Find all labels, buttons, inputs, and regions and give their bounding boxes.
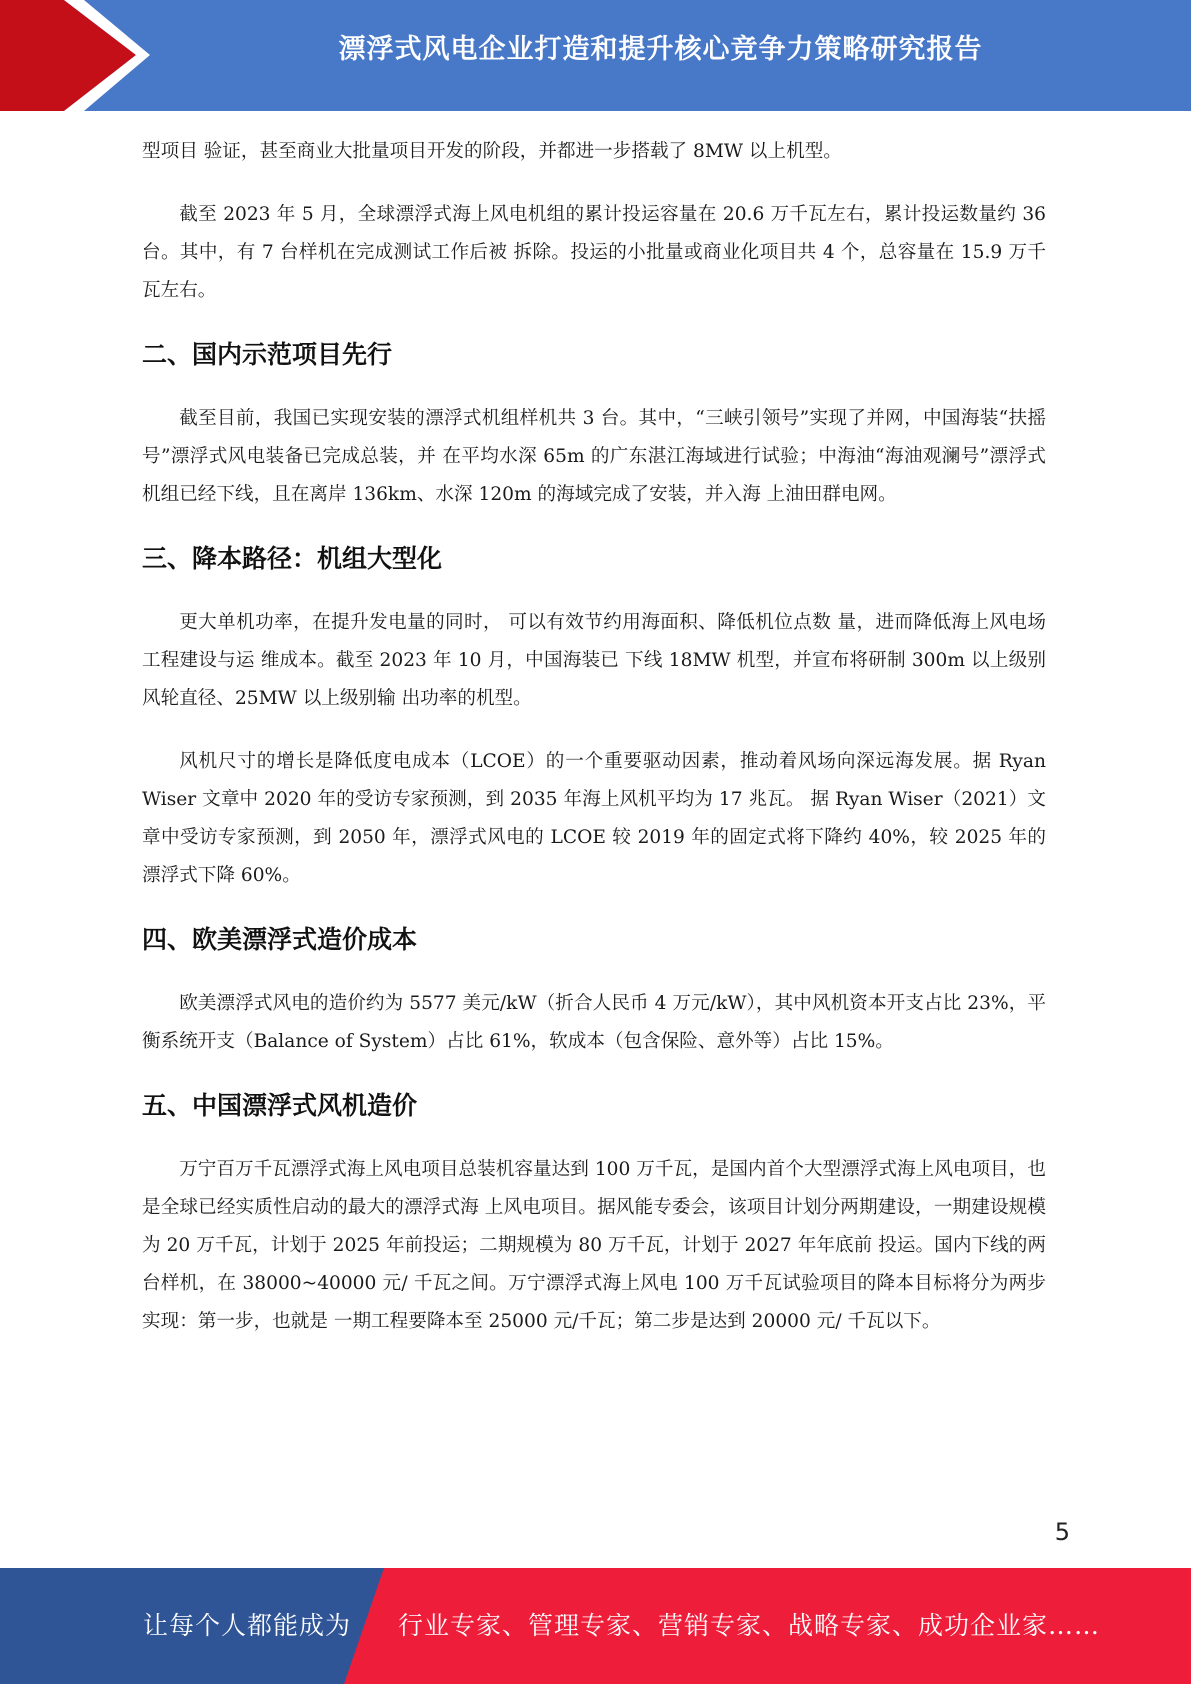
header-title: 漂浮式风电企业打造和提升核心竞争力策略研究报告 [338, 34, 983, 65]
document-body [142, 133, 1046, 1341]
paragraph-5: 风机尺寸的增长是降低度电成本（LCOE）的一个重要驱动因素，推动着风场向深远海发展。据 Ryan Wiser 文章中 2020 年的受访专家预测，到 2035 年海上风机平均为 17 兆瓦。 据 Ryan Wiser（2021）文章中受访专家预测，到 2050 年，漂浮式风电的 LCOE 较 2019 年的固定式将下降约 40%，较 2025 年的漂浮式下降 60%。 [142, 751, 1046, 886]
page-header [0, 0, 1191, 111]
paragraph-1: 型项目 验证，甚至商业大批量项目开发的阶段，并都进一步搭载了 8MW 以上机型。 [142, 141, 842, 162]
footer-slogan-right: 行业专家、管理专家、营销专家、战略专家、成功企业家…… [398, 1611, 1101, 1640]
paragraph-2: 截至 2023 年 5 月，全球漂浮式海上风电机组的累计投运容量在 20.6 万千瓦左右，累计投运数量约 36 台。其中，有 7 台样机在完成测试工作后被 拆除。投运的小批量或商业化项目共 4 个，总容量在 15.9 万千瓦左右。 [142, 204, 1046, 301]
paragraph-6: 欧美漂浮式风电的造价约为 5577 美元/kW（折合人民币 4 万元/kW），其中风机资本开支占比 23%，平衡系统开支（Balance of System）占比 61%，软成本（包含保险、意外等）占比 15%。 [142, 993, 1046, 1052]
paragraph-3: 截至目前，我国已实现安装的漂浮式机组样机共 3 台。其中，“三峡引领号”实现了并网，中国海装“扶摇号”漂浮式风电装备已完成总装，并 在平均水深 65m 的广东湛江海域进行试验；中海油“海油观澜号”漂浮式机组已经下线，且在离岸 136km、水深 120m 的海域完成了安装，并入海 上油田群电网。 [142, 408, 1046, 505]
footer-slogan-left: 让每个人都能成为 [143, 1611, 352, 1640]
page-number: 5 [1054, 1518, 1070, 1546]
page-footer [0, 1568, 1191, 1684]
section-heading-5: 五、中国漂浮式风机造价 [142, 1091, 418, 1120]
paragraph-7: 万宁百万千瓦漂浮式海上风电项目总装机容量达到 100 万千瓦，是国内首个大型漂浮式海上风电项目，也是全球已经实质性启动的最大的漂浮式海 上风电项目。据风能专委会，该项目计划分两期建设，一期建设规模为 20 万千瓦，计划于 2025 年前投运；二期规模为 80 万千瓦，计划于 2027 年年底前 投运。国内下线的两台样机，在 38000~40000 元/ 千瓦之间。万宁漂浮式海上风电 100 万千瓦试验项目的降本目标将分为两步实现：第一步，也就是 一期工程要降本至 25000 元/千瓦；第二步是达到 20000 元/ 千瓦以下。 [142, 1159, 1046, 1332]
section-heading-2: 二、国内示范项目先行 [142, 340, 393, 369]
section-heading-4: 四、欧美漂浮式造价成本 [142, 925, 418, 954]
section-heading-3: 三、降本路径：机组大型化 [142, 544, 443, 573]
paragraph-4: 更大单机功率，在提升发电量的同时， 可以有效节约用海面积、降低机位点数 量，进而降低海上风电场工程建设与运 维成本。截至 2023 年 10 月，中国海装已 下线 18MW 机型，并宣布将研制 300m 以上级别风轮直径、25MW 以上级别输 出功率的机型。 [142, 612, 1046, 709]
